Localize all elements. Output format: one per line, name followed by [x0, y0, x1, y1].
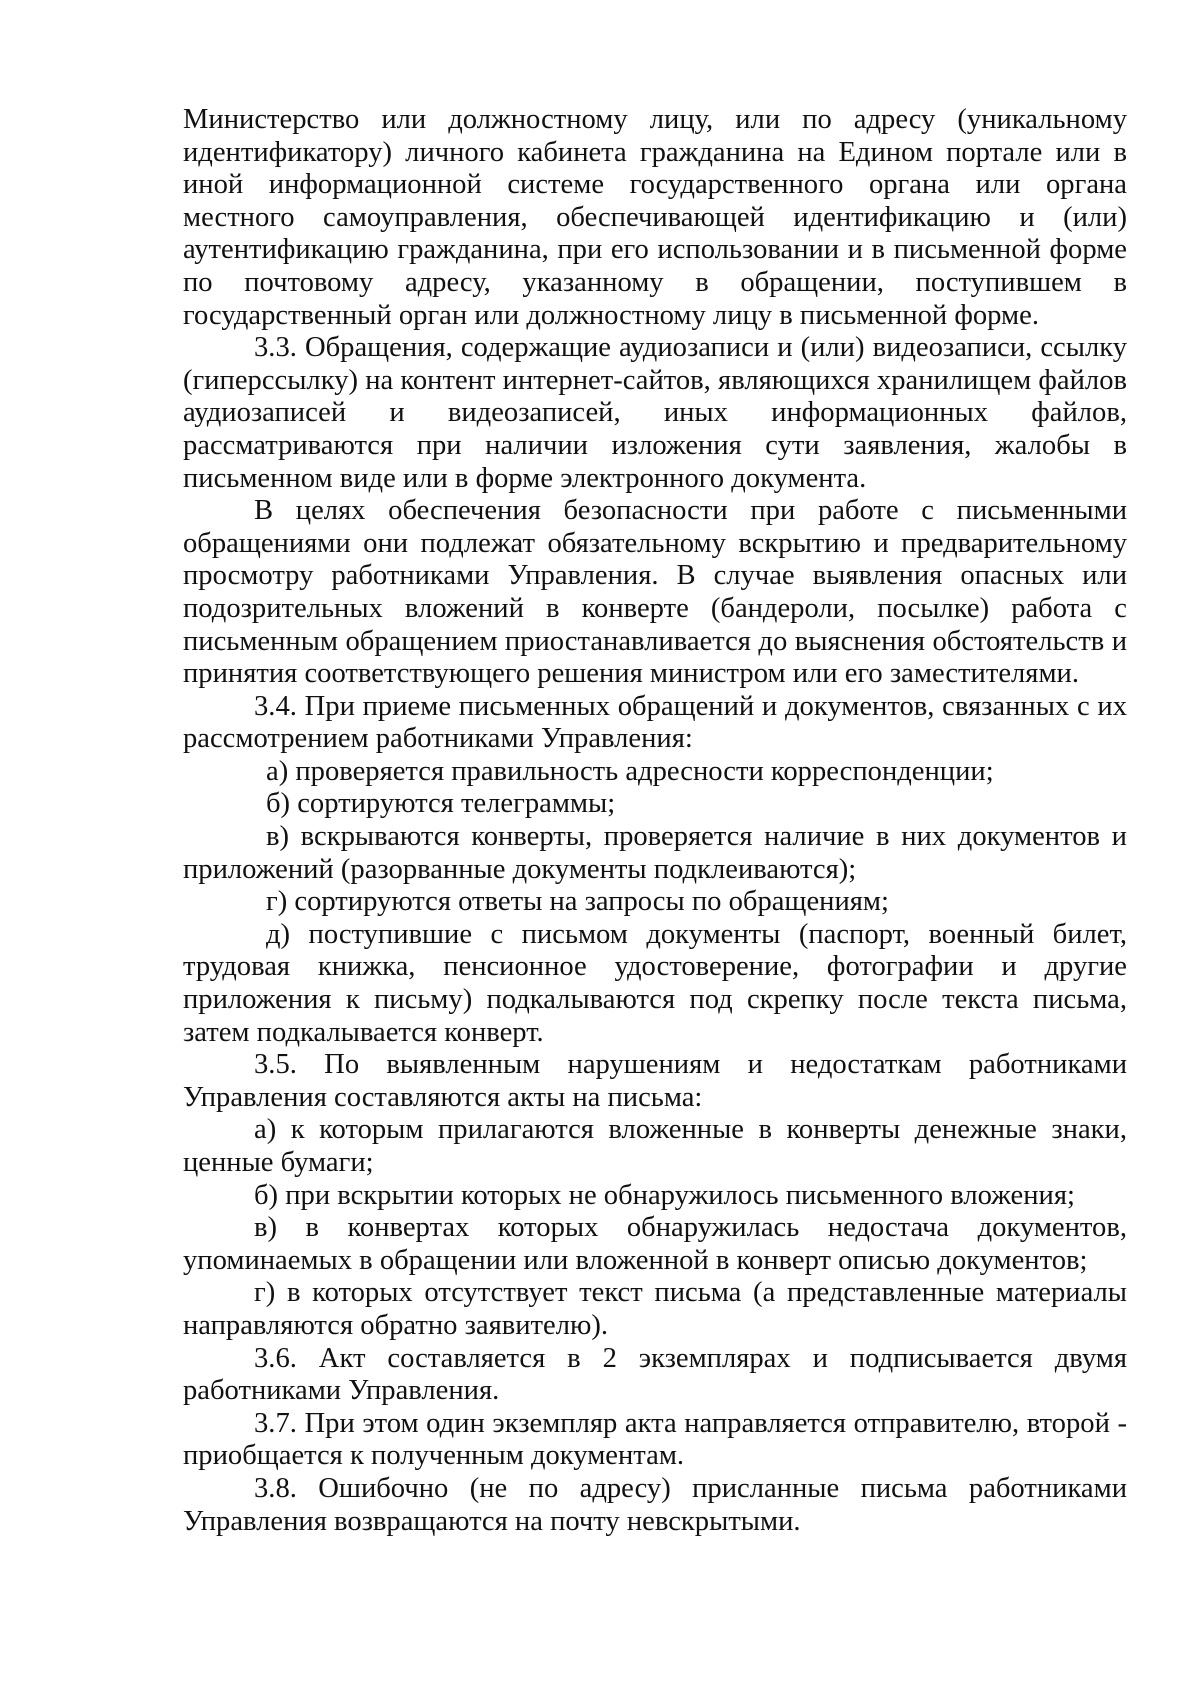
list-item-3-5-a: а) к которым прилагаются вложенные в конверты денежные знаки, ценные бумаги; — [183, 1114, 1127, 1178]
list-item-3-4-g: г) сортируются ответы на запросы по обращениям; — [266, 886, 889, 918]
list-item-3-5-v: в) в конвертах которых обнаружилась недостача документов, упоминаемых в обращении или вложенной в конверт описью документов; — [183, 1212, 1127, 1276]
paragraph-security: В целях обеспечения безопасности при работе с письменными обращениями они подлежат обязательному вскрытию и предварительному просмотру работниками Управления. В случае выявления опасных или подозрительных вложений в конверте (бандероли, посылке) работа с письменным обращением приостанавливается до выяснения обстоятельств и принятия соответствующего решения министром или его заместителями. — [183, 495, 1127, 690]
list-item-3-4-v: в) вскрываются конверты, проверяется наличие в них документов и приложений (разорванные документы подклеиваются); — [183, 821, 1127, 885]
paragraph-3-4: 3.4. При приеме письменных обращений и документов, связанных с их рассмотрением работниками Управления: — [183, 690, 1127, 755]
paragraph-continuation: Министерство или должностному лицу, или по адресу (уникальному идентификатору) личного кабинета гражданина на Едином портале или в иной информационной системе государственного органа или органа местного самоуправления, обеспечивающей идентификацию и (или) аутентификацию гражданина, при его использовании и в письменной форме по почтовому адресу, указанному в обращении, поступившем в государственный орган или должностному лицу в письменной форме. — [183, 104, 1127, 331]
list-item-3-5-g: г) в которых отсутствует текст письма (а представленные материалы направляются обратно заявителю). — [183, 1277, 1127, 1341]
list-item-3-4-a: а) проверяется правильность адресности корреспонденции; — [266, 755, 994, 787]
list-item-3-4-d: д) поступившие с письмом документы (паспорт, военный билет, трудовая книжка, пенсионное удостоверение, фотографии и другие приложения к письму) подкалываются под скрепку после текста письма, затем подкалывается конверт. — [183, 918, 1127, 1048]
paragraph-3-6: 3.6. Акт составляется в 2 экземплярах и подписывается двумя работниками Управления. — [183, 1342, 1127, 1407]
list-item-3-4-b: б) сортируются телеграммы; — [266, 788, 616, 820]
list-item-3-5-b: б) при вскрытии которых не обнаружилось письменного вложения; — [254, 1179, 1075, 1211]
paragraph-3-8: 3.8. Ошибочно (не по адресу) присланные письма работниками Управления возвращаются на почту невскрытыми. — [183, 1472, 1127, 1537]
paragraph-3-5: 3.5. По выявленным нарушениям и недостаткам работниками Управления составляются акты на письма: — [183, 1049, 1127, 1113]
paragraph-3-3: 3.3. Обращения, содержащие аудиозаписи и (или) видеозаписи, ссылку (гиперссылку) на контент интернет-сайтов, являющихся хранилищем файлов аудиозаписей и видеозаписей, иных информационных файлов, рассматриваются при наличии изложения сути заявления, жалобы в письменном виде или в форме электронного документа. — [183, 332, 1127, 494]
paragraph-3-7: 3.7. При этом один экземпляр акта направляется отправителю, второй - приобщается к полученным документам. — [183, 1407, 1127, 1472]
document-body — [183, 104, 1127, 1538]
